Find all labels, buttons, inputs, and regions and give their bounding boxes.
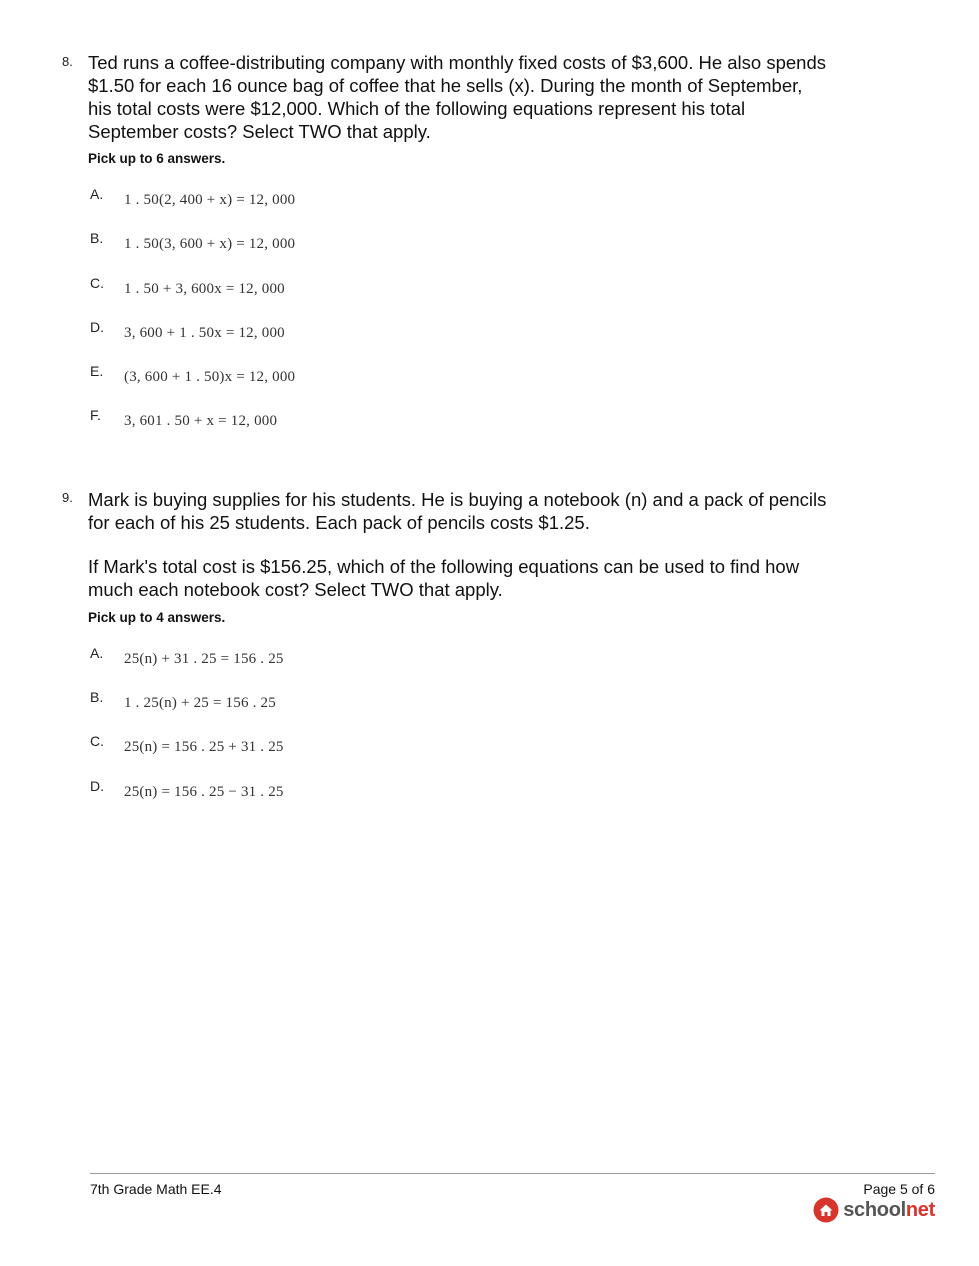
option-equation: 25(n) + 31 . 25 = 156 . 25 — [124, 651, 284, 667]
brand-net: net — [905, 1198, 935, 1221]
option-letter: A. — [90, 186, 104, 202]
answer-option-a[interactable] — [0, 186, 600, 226]
question-paragraph: Mark is buying supplies for his students. He is buying a notebook (n) and a pack of pencils for each of his 25 students. Each pack of pencils costs $1.25. — [88, 489, 827, 533]
option-equation: 1 . 50(2, 400 + x) = 12, 000 — [124, 192, 296, 208]
answer-option-e[interactable] — [0, 363, 600, 403]
option-letter: F. — [90, 407, 101, 423]
option-letter: A. — [90, 645, 104, 661]
option-letter: D. — [90, 778, 104, 794]
option-letter: D. — [90, 319, 104, 335]
question-number: 9. — [62, 490, 73, 505]
answer-option-c[interactable] — [0, 275, 600, 315]
question-paragraph: Ted runs a coffee-distributing company with monthly fixed costs of $3,600. He also spends $1.50 for each 16 ounce bag of coffee that he sells (x). During the month of September, his total costs were $12,000. Which of the following equations represent his total September costs? Select TWO that apply. — [88, 52, 827, 142]
option-equation: (3, 600 + 1 . 50)x = 12, 000 — [124, 369, 296, 385]
option-equation: 3, 601 . 50 + x = 12, 000 — [124, 413, 278, 429]
option-letter: B. — [90, 230, 104, 246]
option-letter: E. — [90, 363, 104, 379]
schoolnet-house-icon — [813, 1197, 839, 1223]
question-number: 8. — [62, 54, 73, 69]
answer-option-f[interactable] — [0, 407, 600, 447]
option-equation: 1 . 50 + 3, 600x = 12, 000 — [124, 281, 285, 297]
brand-wordmark — [843, 1199, 935, 1222]
option-equation: 25(n) = 156 . 25 − 31 . 25 — [124, 784, 284, 800]
schoolnet-logo — [813, 1197, 935, 1223]
pick-label: Pick up to 4 answers. — [88, 610, 226, 625]
brand-school: school — [843, 1198, 906, 1221]
option-equation: 3, 600 + 1 . 50x = 12, 000 — [124, 325, 285, 341]
question-paragraph: If Mark's total cost is $156.25, which of the following equations can be used to find how much each notebook cost? Select TWO that apply. — [88, 556, 800, 600]
option-equation: 25(n) = 156 . 25 + 31 . 25 — [124, 739, 284, 755]
option-letter: C. — [90, 275, 104, 291]
answer-option-d[interactable] — [0, 778, 600, 818]
option-equation: 1 . 50(3, 600 + x) = 12, 000 — [124, 236, 296, 252]
answer-option-b[interactable] — [0, 689, 600, 729]
answer-option-c[interactable] — [0, 733, 600, 773]
answer-option-d[interactable] — [0, 319, 600, 359]
option-equation: 1 . 25(n) + 25 = 156 . 25 — [124, 695, 276, 711]
pick-label: Pick up to 6 answers. — [88, 151, 226, 166]
option-letter: C. — [90, 733, 104, 749]
footer-divider — [90, 1173, 935, 1174]
question-text — [88, 51, 828, 143]
question-text — [88, 488, 828, 601]
answer-option-a[interactable] — [0, 645, 600, 685]
page-number: Page 5 of 6 — [863, 1181, 935, 1197]
option-letter: B. — [90, 689, 104, 705]
footer-course-title: 7th Grade Math EE.4 — [90, 1181, 222, 1197]
answer-option-b[interactable] — [0, 230, 600, 270]
